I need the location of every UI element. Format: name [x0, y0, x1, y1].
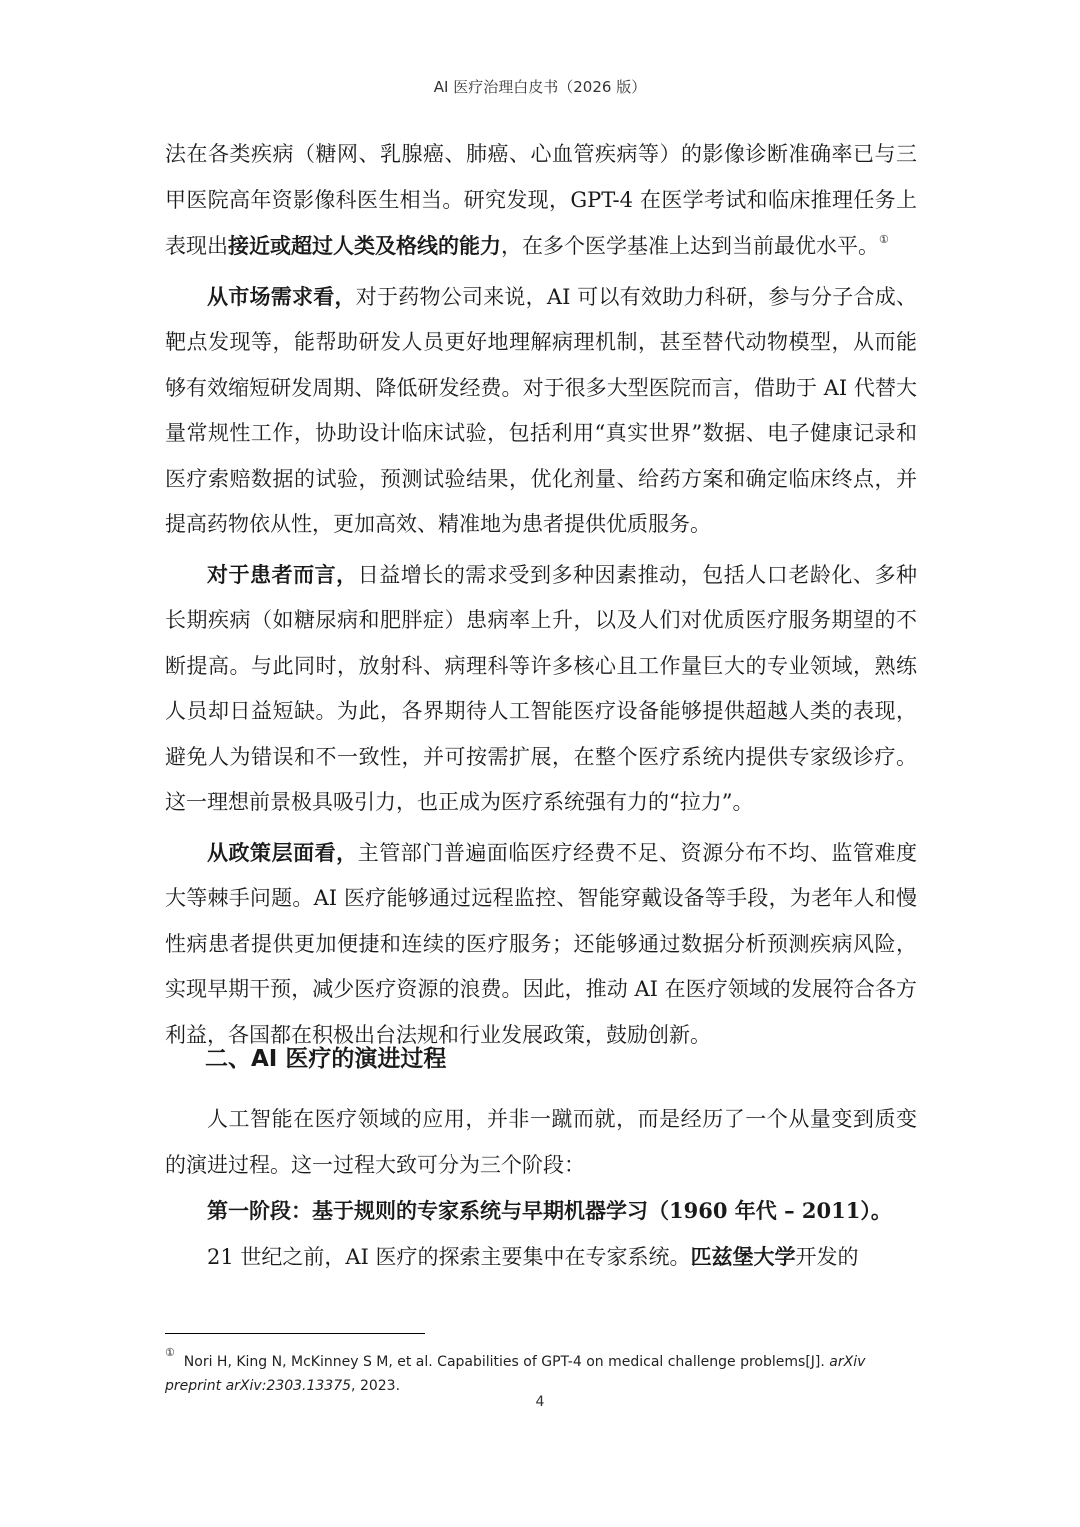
footnote [165, 1346, 917, 1398]
stage-heading: 第一阶段：基于规则的专家系统与早期机器学习（1960 年代 – 2011）。 [207, 1198, 892, 1223]
paragraph-text: 对于药物公司来说，AI 可以有效助力科研，参与分子合成、靶点发现等，能帮助研发人员更好地理解病理机制，甚至替代动物模型，从而能够有效缩短研发周期、降低研发经费。对于很多大型医院而言，借助于 AI 代替大量常规性工作，协助设计临床试验，包括利用“真实世界”数据、电子健康记录和医疗索赔数据的试验，预测试验结果，优化剂量、给药方案和确定临床终点，并提高药物依从性，更加高效、精准地为患者提供优质服务。 [165, 284, 917, 536]
footnote-divider [165, 1333, 425, 1334]
paragraph-expert-systems [165, 1234, 917, 1281]
paragraph-text: 21 世纪之前，AI 医疗的探索主要集中在专家系统。 [207, 1244, 691, 1269]
bold-lead-in: 对于患者而言， [207, 561, 358, 587]
paragraph-text: ，在多个医学基准上达到当前最优水平。 [501, 234, 879, 258]
footnote-text: Nori H, King N, McKinney S M, et al. Capabilities of GPT-4 on medical challenge problems[J]. [183, 1354, 830, 1370]
paragraph-patients [165, 552, 917, 826]
body-text-section [165, 1097, 917, 1280]
paragraph-imaging-accuracy [165, 132, 917, 270]
footnote-journal: arXiv preprint arXiv:2303.13375 [165, 1354, 866, 1394]
paragraph-text: 法在各类疾病（糖网、乳腺癌、肺癌、心血管疾病等）的影像诊断准确率已与三甲医院高年资影像科医生相当。研究发现，GPT-4 在医学考试和临床推理任务上表现出 [165, 142, 917, 258]
bold-lead-in: 从政策层面看， [207, 839, 358, 865]
paragraph-text: 主管部门普遍面临医疗经费不足、资源分布不均、监管难度大等棘手问题。AI 医疗能够通过远程监控、智能穿戴设备等手段，为老年人和慢性病患者提供更加便捷和连续的医疗服务；还能够通过数据分析预测疾病风险，实现早期干预，减少医疗资源的浪费。因此，推动 AI 在医疗领域的发展符合各方利益，各国都在积极出台法规和行业发展政策，鼓励创新。 [165, 840, 917, 1047]
running-header: AI 医疗治理白皮书（2026 版） [433, 78, 647, 96]
footnote-reference[interactable]: ① [879, 233, 889, 246]
paragraph-text: 日益增长的需求受到多种因素推动，包括人口老龄化、多种长期疾病（如糖尿病和肥胖症）患病率上升，以及人们对优质医疗服务期望的不断提高。与此同时，放射科、病理科等许多核心且工作量巨大的专业领域，熟练人员却日益短缺。为此，各界期待人工智能医疗设备能够提供超越人类的表现，避免人为错误和不一致性，并可按需扩展，在整个医疗系统内提供专家级诊疗。这一理想前景极具吸引力，也正成为医疗系统强有力的“拉力”。 [165, 562, 917, 814]
paragraph-policy [165, 830, 917, 1059]
footnote-mark: ① [165, 1346, 175, 1359]
bold-emphasis: 接近或超过人类及格线的能力 [228, 233, 501, 258]
footnote-text-end: , 2023. [351, 1378, 401, 1394]
section-heading: 二、AI 医疗的演进过程 [205, 1046, 447, 1072]
paragraph-evolution-intro: 人工智能在医疗领域的应用，并非一蹴而就，而是经历了一个从量变到质变的演进过程。这一过程大致可分为三个阶段： [165, 1107, 917, 1177]
paragraph-market-demand [165, 274, 917, 548]
paragraph-text: 开发的 [795, 1244, 859, 1269]
page-number: 4 [535, 1394, 545, 1410]
bold-lead-in: 从市场需求看， [207, 283, 356, 309]
body-text [165, 132, 917, 1058]
bold-emphasis: 匹兹堡大学 [690, 1243, 796, 1269]
